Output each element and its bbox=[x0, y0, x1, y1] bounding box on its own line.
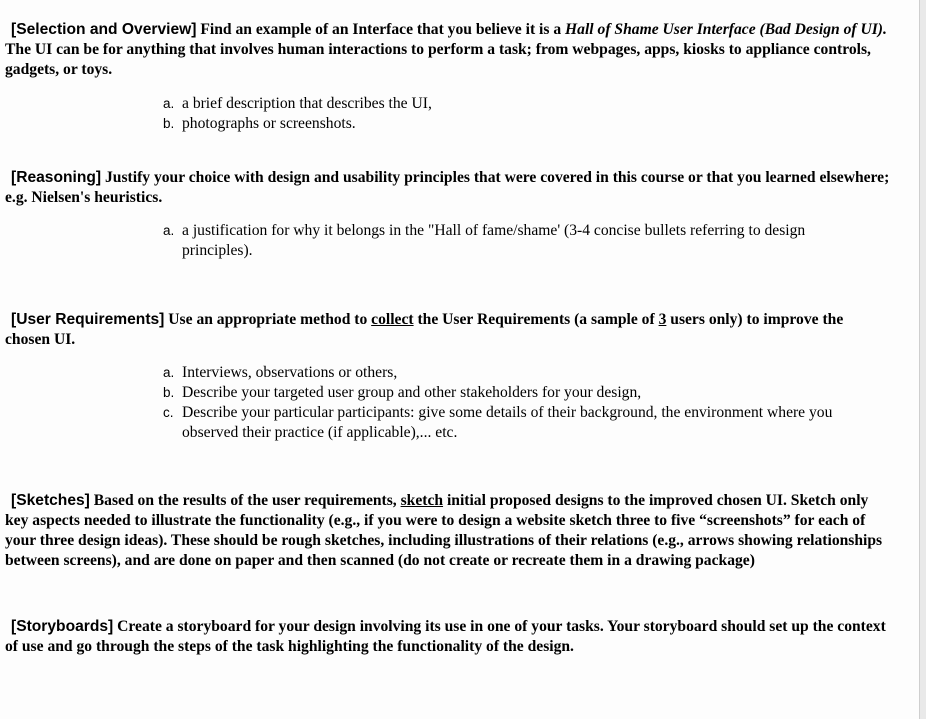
list-item bbox=[160, 363, 865, 383]
underlined-text: 3 bbox=[658, 311, 667, 328]
section-tag: [User Requirements] bbox=[11, 311, 165, 328]
list-marker: a. bbox=[163, 96, 175, 111]
list-item-text: a justification for why it belongs in the "Hall of fame/shame' (3-4 concise bullets referring to design principles). bbox=[182, 222, 806, 259]
page-edge bbox=[919, 0, 926, 719]
list-marker: b. bbox=[163, 385, 175, 400]
section-text: Based on the results of the user requirements, bbox=[89, 492, 401, 509]
section-text: Use an appropriate method to bbox=[164, 311, 372, 328]
section-text: Justify your choice with design and usability principles that were covered in this course or that you learned elsewhere; e.g. Nielsen's heuristics. bbox=[5, 169, 890, 206]
list-marker: a. bbox=[163, 365, 175, 380]
list-item-text: Describe your targeted user group and other stakeholders for your design, bbox=[182, 384, 642, 401]
list-item bbox=[160, 221, 865, 261]
section-text: the User Requirements (a sample of bbox=[413, 311, 659, 328]
section-text: users only) to improve the chosen UI. bbox=[5, 311, 844, 348]
section-text: Create a storyboard for your design involving its use in one of your tasks. Your storyboard should set up the context of use and go through the steps of the task highlighting the functionality of the design. bbox=[5, 618, 886, 655]
list-item bbox=[160, 114, 865, 134]
section-selection-overview bbox=[5, 20, 890, 80]
section-italic-text: Hall of Shame User Interface (Bad Design of UI). bbox=[565, 21, 887, 38]
list-item bbox=[160, 403, 865, 443]
section-storyboards bbox=[5, 617, 890, 657]
list-item-text: a brief description that describes the UI, bbox=[182, 95, 432, 112]
list-marker: c. bbox=[163, 405, 174, 420]
list-item bbox=[160, 94, 865, 114]
selection-list bbox=[160, 94, 865, 134]
list-item-text: Describe your particular participants: give some details of their background, the environment where you observed their practice (if applicable),... etc. bbox=[182, 404, 833, 441]
section-sketches bbox=[5, 491, 890, 571]
section-tag: [Storyboards] bbox=[11, 618, 114, 635]
list-marker: a. bbox=[163, 223, 175, 238]
list-item-text: Interviews, observations or others, bbox=[182, 364, 398, 381]
underlined-text: sketch bbox=[400, 492, 444, 509]
section-text: Find an example of an Interface that you believe it is a bbox=[196, 21, 566, 38]
section-tag: [Sketches] bbox=[11, 492, 90, 509]
section-tag: [Reasoning] bbox=[11, 169, 102, 186]
requirements-list bbox=[160, 363, 865, 443]
list-item bbox=[160, 383, 865, 403]
reasoning-list bbox=[160, 221, 865, 261]
underlined-text: collect bbox=[371, 311, 414, 328]
list-item-text: photographs or screenshots. bbox=[182, 115, 356, 132]
section-reasoning bbox=[5, 168, 890, 208]
section-user-requirements bbox=[5, 310, 890, 350]
list-marker: b. bbox=[163, 116, 175, 131]
section-text: initial proposed designs to the improved chosen UI. Sketch only key aspects needed to illustrate the functionality (e.g., if you were to design a website sketch three to five “screenshots” for each of your three design ideas). These should be rough sketches, including illustrations of their relations (e.g., arrows showing relationships between screens), and are done on paper and then scanned (do not create or recreate them in a drawing package) bbox=[5, 492, 883, 569]
section-text: The UI can be for anything that involves human interactions to perform a task; from webpages, apps, kiosks to appliance controls, gadgets, or toys. bbox=[5, 41, 871, 78]
section-tag: [Selection and Overview] bbox=[11, 21, 197, 38]
